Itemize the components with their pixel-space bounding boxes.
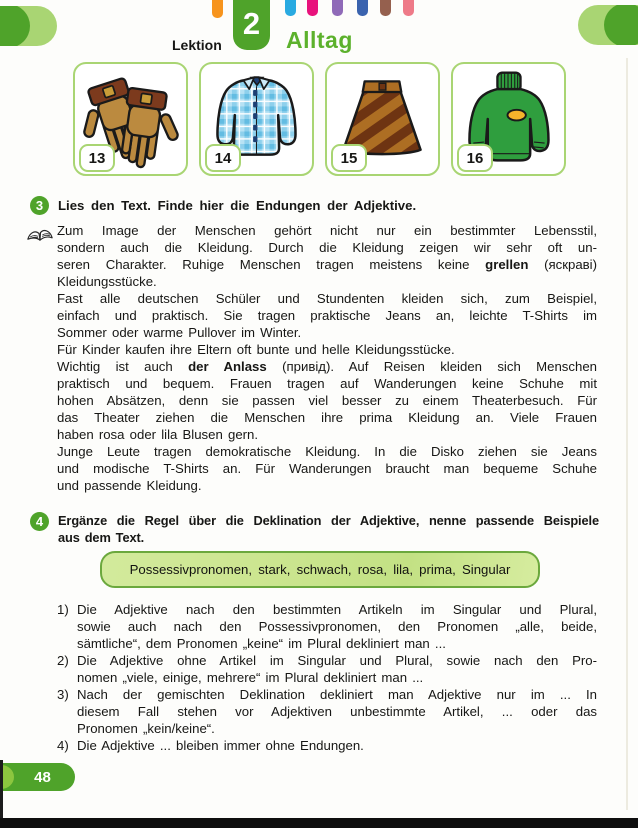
header-stripe (403, 0, 414, 16)
card-number-badge: 16 (457, 144, 493, 172)
rule-item (57, 601, 597, 652)
header-stripe (357, 0, 368, 16)
text-line: diesem Fall stehen vor Adjektiven unbestimmte Artikel, ... oder das (77, 704, 597, 719)
rule-text (77, 737, 597, 754)
header-stripe (380, 0, 391, 16)
text-line: Für Kinder kaufen ihre Eltern oft bunte und helle Kleidungsstücke. (57, 342, 455, 357)
card-14 (199, 62, 314, 176)
card-number-badge: 15 (331, 144, 367, 172)
text-line: Fast alle deutschen Schüler und Stundenten kleiden sich, zum Beispiel, (57, 291, 597, 306)
header-stripe (212, 0, 223, 18)
rule-number: 3) (57, 687, 69, 702)
paragraph (57, 443, 597, 494)
paragraph (57, 290, 597, 341)
text-line: und passende Kleidung. (57, 478, 202, 493)
unit-number-badge: 2 (233, 0, 270, 50)
text-line: seren Charakter. Ruhige Menschen tragen meistens keine grellen (яскраві) (57, 257, 597, 272)
text-line: Kleidungsstücke. (57, 274, 157, 289)
exercise-number-badge: 3 (30, 196, 49, 215)
unit-title: Alltag (286, 27, 353, 53)
rule-number: 2) (57, 653, 69, 668)
open-book-icon (26, 225, 54, 244)
card-15 (325, 62, 440, 176)
header-stripe (285, 0, 296, 16)
corner-tab-left (0, 6, 57, 46)
card-number-badge: 14 (205, 144, 241, 172)
text-line: Ergänze die Regel über die Deklination der Adjektive, nenne passende Beispiele (58, 513, 599, 528)
text-line: Zum Image der Menschen gehört nicht nur ein bestimmter Lebensstil, (57, 223, 597, 238)
text-line: Junge Leute tragen demokratische Kleidung. In die Disko ziehen sie Jeans (57, 444, 597, 459)
card-13 (73, 62, 188, 176)
page-number-badge: 48 (0, 763, 75, 791)
card-16 (451, 62, 566, 176)
paragraph (57, 358, 597, 443)
card-number-badge: 13 (79, 144, 115, 172)
text-line: sämtliche“, dem Pronomen „keine“ im Plural dekliniert man ... (77, 636, 446, 651)
paragraph (57, 341, 597, 358)
text-line: Nach der gemischten Deklination dekliniert man Adjektive nur im ... In (77, 687, 597, 702)
rule-number: 4) (57, 738, 69, 753)
rule-item (57, 686, 597, 737)
text-line: hohen Absätzen, denn sie passen viel besser zu einem Theaterbesuch. Für (57, 393, 597, 408)
bottom-scan-edge (0, 818, 638, 828)
rule-text (77, 601, 597, 652)
clothing-cards-row (73, 62, 567, 176)
rules-list (57, 601, 597, 754)
text-line: sowie auch nach den Possessivpronomen, den Pronomen „alle, beide, (77, 619, 597, 634)
rule-number: 1) (57, 602, 69, 617)
header-stripe (332, 0, 343, 16)
text-line: Die Adjektive nach den bestimmten Artikeln im Singular und Plural, (77, 602, 597, 617)
exercise-3-section (30, 196, 600, 494)
text-line: Wichtig ist auch der Anlass (привід). Auf Reisen kleiden sich Menschen (57, 359, 597, 374)
rule-item (57, 652, 597, 686)
page-crease (626, 58, 628, 810)
exercise-4-section (30, 512, 600, 546)
corner-tab-right (578, 5, 638, 45)
text-line: das Theater ziehen die Menschen ihre prima Kleidung an. Viele Frauen (57, 410, 597, 425)
text-line: praktisch und bequem. Frauen tragen auf Wanderungen keine Schuhe mit (57, 376, 597, 391)
header-stripe (307, 0, 318, 16)
text-line: nomen „viele, einige, mehrere“ im Plural dekliniert man ... (77, 670, 424, 685)
text-line: Sommer oder warme Pullover im Winter. (57, 325, 302, 340)
text-line: haben rosa oder lila Blusen gern. (57, 427, 259, 442)
word-box: Possessivpronomen, stark, schwach, rosa, lila, prima, Singular (100, 551, 540, 588)
reading-text (57, 222, 597, 494)
text-line: sondern auch die Kleidung. Durch die Kleidung zeigen wir sehr oft un- (57, 240, 597, 255)
exercise-number-badge: 4 (30, 512, 49, 531)
text-line: Die Adjektive ohne Artikel im Singular und Plural, sowie nach den Pro- (77, 653, 597, 668)
exercise-title (58, 512, 599, 546)
text-line: Die Adjektive ... bleiben immer ohne Endungen. (77, 738, 364, 753)
text-line: aus dem Text. (58, 530, 145, 545)
text-line: einfach und praktisch. Sie tragen praktische Jeans an, leichte T-Shirts im (57, 308, 597, 323)
lektion-label: Lektion (172, 37, 222, 53)
rule-text (77, 652, 597, 686)
text-line: Pronomen „kein/keine“. (77, 721, 215, 736)
paragraph (57, 222, 597, 290)
text-line: und modische T-Shirts an. Für Wanderungen braucht man bequeme Schuhe (57, 461, 597, 476)
rule-item (57, 737, 597, 754)
rule-text (77, 686, 597, 737)
exercise-title: Lies den Text. Finde hier die Endungen der Adjektive. (58, 198, 417, 213)
